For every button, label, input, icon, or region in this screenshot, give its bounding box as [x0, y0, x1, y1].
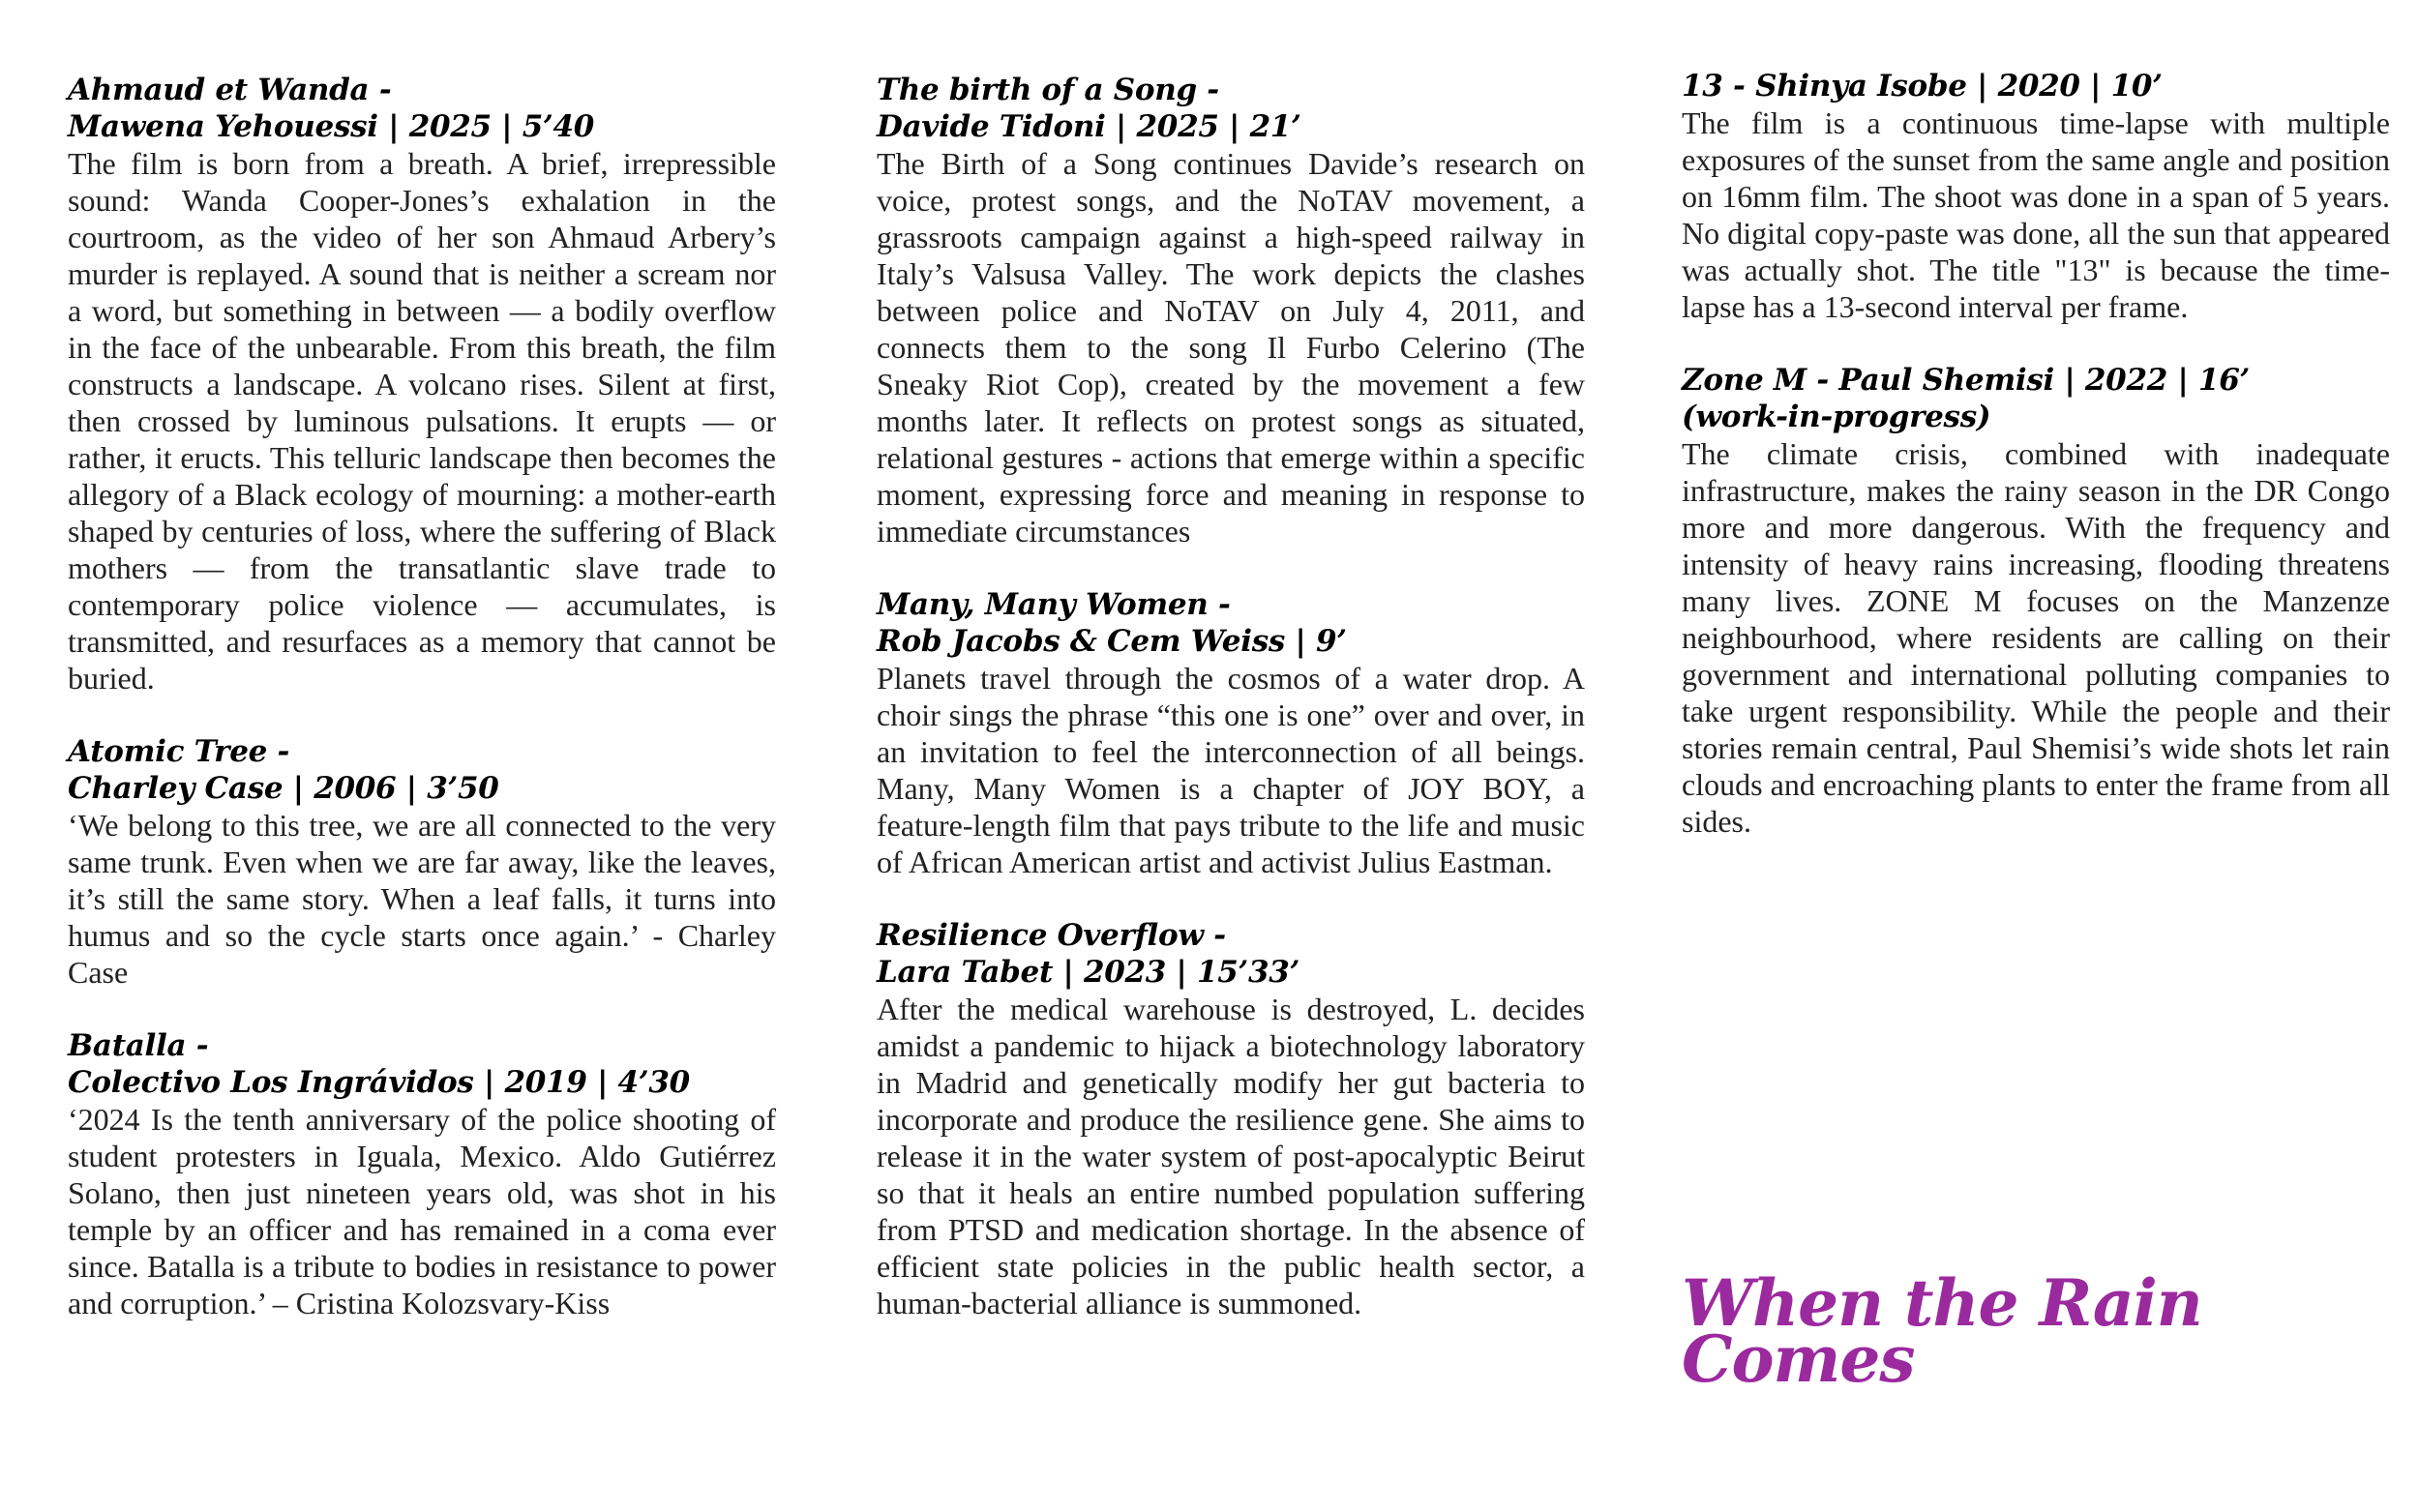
film-title-line: Batalla -	[68, 1028, 209, 1063]
film-title-line: Resilience Overflow -	[877, 918, 1226, 953]
section-title-line: Comes	[1682, 1321, 1915, 1397]
film-credit-line: Lara Tabet | 2023 | 15’33’	[877, 955, 1300, 990]
film-entry-atomic-tree	[68, 733, 776, 991]
section-title-line: When the Rain	[1682, 1265, 2202, 1341]
film-entry-13	[1682, 68, 2390, 325]
film-credit-line: (work-in-progress)	[1682, 400, 1991, 434]
section-title	[1682, 1265, 2378, 1397]
film-title-line: Many, Many Women -	[877, 587, 1231, 622]
film-title	[68, 733, 776, 807]
film-entry-birth-of-a-song	[877, 72, 1585, 549]
film-credit-line: Mawena Yehouessi | 2025 | 5’40	[68, 109, 595, 144]
film-title	[68, 1027, 776, 1101]
film-description: After the medical warehouse is destroyed, L. decides amidst a pandemic to hijack a biotechnology laboratory in Madrid and genetically modify her gut bacteria to incorporate and produce the resilience gene. She aims to release it in the water system of post-apocalyptic Beirut so that it heals an entire numbed population suffering from PTSD and medication shortage. In the absence of efficient state policies in the public health sector, a human-bacterial alliance is summoned.	[877, 992, 1585, 1320]
film-title	[1682, 362, 2390, 435]
film-description: Planets travel through the cosmos of a water drop. A choir sings the phrase “this one is one” over and over, in an invitation to feel the interconnection of all beings. Many, Many Women is a chapter of JOY BOY, a feature-length film that pays tribute to the life and music of African American artist and activist Julius Eastman.	[877, 661, 1585, 879]
film-entry-zone-m	[1682, 362, 2390, 840]
film-title-line: Atomic Tree -	[68, 734, 290, 769]
film-description: The film is a continuous time-lapse with multiple exposures of the sunset from the same angle and position on 16mm film. The shoot was done in a span of 5 years. No digital copy-paste was done, all the sun that appeared was actually shot. The title "13" is because the time-lapse has a 13-second interval per frame.	[1682, 105, 2390, 324]
film-description: ‘We belong to this tree, we are all connected to the very same trunk. Even when we are far away, like the leaves, it’s still the same story. When a leaf falls, it turns into humus and so the cycle starts once again.’ - Charley Case	[68, 808, 776, 990]
film-description: The climate crisis, combined with inadequate infrastructure, makes the rainy season in the DR Congo more and more dangerous. With the frequency and intensity of heavy rains increasing, flooding threatens many lives. ZONE M focuses on the Manzenze neighbourhood, where residents are calling on their government and international polluting companies to take urgent responsibility. While the people and their stories remain central, Paul Shemisi’s wide shots let rain clouds and encroaching plants to enter the frame from all sides.	[1682, 436, 2390, 839]
film-description: ‘2024 Is the tenth anniversary of the police shooting of student protesters in Iguala, Mexico. Aldo Gutiérrez Solano, then just nineteen years old, was shot in his temple by an officer and has remained in a coma ever since. Batalla is a tribute to bodies in resistance to power and corruption.’ – Cristina Kolozsvary-Kiss	[68, 1102, 776, 1320]
film-title	[68, 72, 776, 145]
film-title-line: Ahmaud et Wanda -	[68, 73, 392, 107]
film-credit-line: Colectivo Los Ingrávidos | 2019 | 4’30	[68, 1065, 690, 1100]
film-title-line: 13 - Shinya Isobe | 2020 | 10’	[1682, 69, 2163, 104]
film-title	[877, 586, 1585, 660]
film-credit-line: Rob Jacobs & Cem Weiss | 9’	[877, 624, 1347, 659]
film-entry-resilience-overflow	[877, 917, 1585, 1321]
film-title-line: The birth of a Song -	[877, 73, 1219, 107]
film-title	[877, 72, 1585, 145]
film-entry-ahmaud-et-wanda	[68, 72, 776, 697]
program-column-3	[1682, 68, 2390, 876]
program-column-1	[68, 72, 776, 1358]
program-column-2	[877, 72, 1585, 1358]
film-credit-line: Davide Tidoni | 2025 | 21’	[877, 109, 1301, 144]
film-entry-batalla	[68, 1027, 776, 1321]
film-description: The film is born from a breath. A brief, irrepressible sound: Wanda Cooper-Jones’s exhalation in the courtroom, as the video of her son Ahmaud Arbery’s murder is replayed. A sound that is neither a scream nor a word, but something in between — a bodily overflow in the face of the unbearable. From this breath, the film constructs a landscape. A volcano rises. Silent at first, then crossed by luminous pulsations. It erupts — or rather, it eructs. This telluric landscape then becomes the allegory of a Black ecology of mourning: a mother-earth shaped by centuries of loss, where the suffering of Black mothers — from the transatlantic slave trade to contemporary police violence — accumulates, is transmitted, and resurfaces as a memory that cannot be buried.	[68, 146, 776, 696]
film-description: The Birth of a Song continues Davide’s research on voice, protest songs, and the NoTAV movement, a grassroots campaign against a high-speed railway in Italy’s Valsusa Valley. The work depicts the clashes between police and NoTAV on July 4, 2011, and connects them to the song Il Furbo Celerino (The Sneaky Riot Cop), created by the movement a few months later. It reflects on protest songs as situated, relational gestures - actions that emerge within a specific moment, expressing force and meaning in response to immediate circumstances	[877, 146, 1585, 548]
film-title	[877, 917, 1585, 991]
film-entry-many-many-women	[877, 586, 1585, 880]
film-title	[1682, 68, 2390, 104]
film-credit-line: Charley Case | 2006 | 3’50	[68, 771, 499, 806]
film-title-line: Zone M - Paul Shemisi | 2022 | 16’	[1682, 363, 2250, 398]
